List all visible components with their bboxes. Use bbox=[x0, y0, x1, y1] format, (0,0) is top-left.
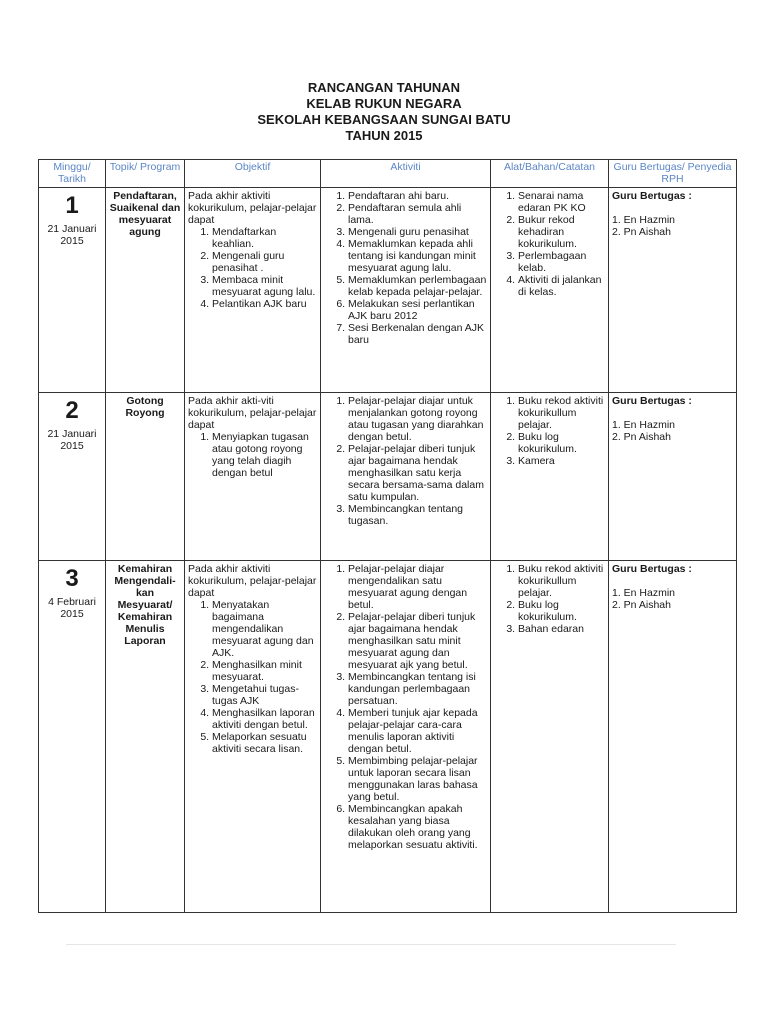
teacher-item: 1. En Hazmin bbox=[612, 419, 676, 431]
materials-item: 3. Bahan edaran bbox=[518, 623, 605, 635]
objective-item: 3. Membaca minit mesyuarat agung lalu. bbox=[212, 274, 317, 298]
activity-item: 1. Pelajar-pelajar diajar mengendalikan satu mesyuarat agung dengan betul. bbox=[348, 563, 487, 611]
objective-cell bbox=[185, 393, 321, 561]
materials-item: 1. Buku rekod aktiviti kokurikullum pelajar. bbox=[518, 395, 605, 431]
objective-item: 3. Mengetahui tugas-tugas AJK bbox=[212, 683, 317, 707]
materials-cell bbox=[491, 393, 609, 561]
objective-cell bbox=[185, 188, 321, 393]
objective-item: 1. Mendaftarkan keahlian. bbox=[212, 226, 317, 250]
teacher-item: 2. Pn Aishah bbox=[612, 599, 671, 611]
week-date: 4 Februari 2015 bbox=[48, 596, 96, 620]
materials-item: 1. Senarai nama edaran PK KO bbox=[518, 190, 605, 214]
objective-item: 4. Pelantikan AJK baru bbox=[212, 298, 317, 310]
table-header-row bbox=[39, 160, 737, 188]
header-objective: Objektif bbox=[185, 160, 321, 188]
topic-cell: Kemahiran Mengendali-kan Mesyuarat/ Kemahiran Menulis Laporan bbox=[106, 561, 185, 913]
activity-item: 5. Membimbing pelajar-pelajar untuk laporan secara lisan menggunakan laras bahasa yang betul. bbox=[348, 755, 487, 803]
objective-lead: Pada akhir akti-viti kokurikulum, pelajar-pelajar dapat bbox=[188, 395, 317, 431]
teacher-item: 2. Pn Aishah bbox=[612, 226, 671, 238]
materials-cell bbox=[491, 188, 609, 393]
materials-cell bbox=[491, 561, 609, 913]
materials-item: 1. Buku rekod aktiviti kokurikullum pelajar. bbox=[518, 563, 605, 599]
footer-divider bbox=[66, 944, 676, 945]
activity-item: 6. Membincangkan apakah kesalahan yang biasa dilakukan oleh orang yang melaporkan sesuatu aktiviti. bbox=[348, 803, 487, 851]
teacher-item: 2. Pn Aishah bbox=[612, 431, 671, 443]
header-teacher: Guru Bertugas/ Penyedia RPH bbox=[609, 160, 737, 188]
topic-cell: Pendaftaran, Suaikenal dan mesyuarat agung bbox=[106, 188, 185, 393]
materials-item: 2. Buku log kokurikulum. bbox=[518, 431, 605, 455]
header-week: Minggu/ Tarikh bbox=[39, 160, 106, 188]
teacher-cell bbox=[609, 393, 737, 561]
teacher-item: 1. En Hazmin bbox=[612, 587, 676, 599]
materials-item: 2. Buku log kokurikulum. bbox=[518, 599, 605, 623]
activity-cell bbox=[321, 561, 491, 913]
week-date: 21 Januari 2015 bbox=[47, 223, 97, 247]
activity-item: 5. Memaklumkan perlembagaan kelab kepada pelajar-pelajar. bbox=[348, 274, 487, 298]
teacher-item: 1. En Hazmin bbox=[612, 214, 676, 226]
activity-item: 1. Pelajar-pelajar diajar untuk menjalankan gotong royong atau tugasan yang diarahkan dengan betul. bbox=[348, 395, 487, 443]
week-date: 21 Januari 2015 bbox=[47, 428, 97, 452]
objective-lead: Pada akhir aktiviti kokurikulum, pelajar-pelajar dapat bbox=[188, 563, 317, 599]
materials-item: 2. Bukur rekod kehadiran kokurikulum. bbox=[518, 214, 605, 250]
table-row bbox=[39, 561, 737, 913]
activity-item: 2. Pelajar-pelajar diberi tunjuk ajar bagaimana hendak menghasilkan satu minit mesyuarat agung dan mesyuarat ajk yang betul. bbox=[348, 611, 487, 671]
annual-plan-table bbox=[38, 159, 737, 913]
title-line-2: KELAB RUKUN NEGARA bbox=[306, 96, 462, 111]
topic-cell: Gotong Royong bbox=[106, 393, 185, 561]
activity-item: 4. Memaklumkan kepada ahli tentang isi kandungan minit mesyuarat agung lalu. bbox=[348, 238, 487, 274]
objective-cell bbox=[185, 561, 321, 913]
teacher-label: Guru Bertugas : bbox=[612, 190, 692, 202]
activity-item: 2. Pendaftaran semula ahli lama. bbox=[348, 202, 487, 226]
activity-item: 1. Pendaftaran ahi baru. bbox=[348, 190, 487, 202]
materials-item: 3. Perlembagaan kelab. bbox=[518, 250, 605, 274]
table-row bbox=[39, 188, 737, 393]
objective-item: 4. Menghasilkan laporan aktiviti dengan betul. bbox=[212, 707, 317, 731]
activity-item: 6. Melakukan sesi perlantikan AJK baru 2012 bbox=[348, 298, 487, 322]
title-line-4: TAHUN 2015 bbox=[345, 128, 423, 143]
week-number: 1 bbox=[65, 192, 79, 219]
week-cell bbox=[39, 561, 106, 913]
activity-item: 3. Mengenali guru penasihat bbox=[348, 226, 487, 238]
activity-item: 7. Sesi Berkenalan dengan AJK baru bbox=[348, 322, 487, 346]
objective-item: 1. Menyiapkan tugasan atau gotong royong yang telah diagih dengan betul bbox=[212, 431, 317, 479]
materials-item: 4. Aktiviti di jalankan di kelas. bbox=[518, 274, 605, 298]
teacher-cell bbox=[609, 188, 737, 393]
week-number: 3 bbox=[65, 565, 79, 592]
materials-item: 3. Kamera bbox=[518, 455, 605, 467]
title-line-3: SEKOLAH KEBANGSAAN SUNGAI BATU bbox=[257, 112, 511, 127]
teacher-label: Guru Bertugas : bbox=[612, 395, 692, 407]
objective-lead: Pada akhir aktiviti kokurikulum, pelajar-pelajar dapat bbox=[188, 190, 317, 226]
activity-cell bbox=[321, 188, 491, 393]
objective-item: 5. Melaporkan sesuatu aktiviti secara lisan. bbox=[212, 731, 317, 755]
activity-cell bbox=[321, 393, 491, 561]
document-title bbox=[0, 80, 768, 144]
header-activity: Aktiviti bbox=[321, 160, 491, 188]
header-topic: Topik/ Program bbox=[106, 160, 185, 188]
objective-item: 2. Menghasilkan minit mesyuarat. bbox=[212, 659, 317, 683]
header-materials: Alat/Bahan/Catatan bbox=[491, 160, 609, 188]
activity-item: 3. Membincangkan tentang isi kandungan perlembagaan persatuan. bbox=[348, 671, 487, 707]
activity-item: 3. Membincangkan tentang tugasan. bbox=[348, 503, 487, 527]
activity-item: 2. Pelajar-pelajar diberi tunjuk ajar bagaimana hendak menghasilkan satu kerja secara bersama-sama dalam satu kumpulan. bbox=[348, 443, 487, 503]
teacher-cell bbox=[609, 561, 737, 913]
week-number: 2 bbox=[65, 397, 79, 424]
week-cell bbox=[39, 188, 106, 393]
title-line-1: RANCANGAN TAHUNAN bbox=[307, 80, 461, 95]
teacher-label: Guru Bertugas : bbox=[612, 563, 692, 575]
objective-item: 2. Mengenali guru penasihat . bbox=[212, 250, 317, 274]
week-cell bbox=[39, 393, 106, 561]
activity-item: 4. Memberi tunjuk ajar kepada pelajar-pelajar cara-cara menulis laporan aktiviti dengan betul. bbox=[348, 707, 487, 755]
objective-item: 1. Menyatakan bagaimana mengendalikan mesyuarat agung dan AJK. bbox=[212, 599, 317, 659]
table-row bbox=[39, 393, 737, 561]
